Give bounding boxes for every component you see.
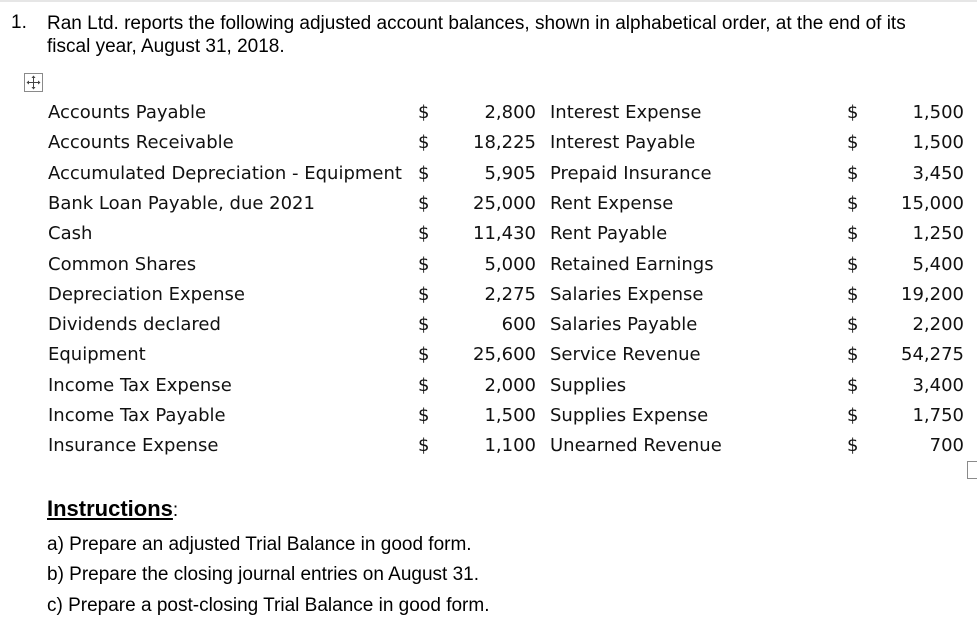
instructions-heading [47,496,178,522]
account-row [550,310,964,340]
account-amount: 5,905 [484,163,536,184]
account-name: Rent Expense [550,193,674,214]
account-amount: 18,225 [473,132,536,153]
account-amount: 3,400 [912,375,964,396]
account-amount: 1,250 [912,223,964,244]
account-row [550,189,964,219]
account-row [48,431,536,461]
question-number: 1. [11,12,27,33]
account-row [48,310,536,340]
move-icon [26,75,41,90]
account-name: Accounts Receivable [48,132,234,153]
instructions-title: Instructions [47,496,173,521]
account-amount: 2,800 [484,102,536,123]
account-name: Accounts Payable [48,102,207,123]
account-amount: 19,200 [901,284,964,305]
account-row [550,250,964,280]
account-amount: 25,000 [473,193,536,214]
account-row [48,128,536,158]
account-amount: 1,750 [912,405,964,426]
currency-symbol: $ [418,132,430,153]
account-name: Common Shares [48,254,197,275]
instruction-item-a: a) Prepare an adjusted Trial Balance in good form. [47,534,472,555]
account-name: Supplies Expense [550,405,709,426]
question-text: Ran Ltd. reports the following adjusted account balances, shown in alphabetical order, at the end of its fiscal year, August 31, 2018. [47,13,906,57]
account-name: Income Tax Payable [48,405,226,426]
account-row [48,280,536,310]
account-name: Income Tax Expense [48,375,232,396]
account-row [48,219,536,249]
account-name: Interest Payable [550,132,696,153]
currency-symbol: $ [418,163,430,184]
table-resize-handle[interactable] [967,461,977,479]
account-amount: 2,200 [912,314,964,335]
account-name: Unearned Revenue [550,435,722,456]
currency-symbol: $ [418,193,430,214]
account-row [550,401,964,431]
currency-symbol: $ [847,132,859,153]
account-amount: 1,500 [484,405,536,426]
account-amount: 3,450 [912,163,964,184]
account-amount: 5,000 [484,254,536,275]
account-amount: 1,100 [484,435,536,456]
account-name: Rent Payable [550,223,668,244]
currency-symbol: $ [847,314,859,335]
account-name: Service Revenue [550,344,701,365]
currency-symbol: $ [418,223,430,244]
currency-symbol: $ [418,435,430,456]
account-name: Depreciation Expense [48,284,245,305]
instruction-item-b: b) Prepare the closing journal entries on August 31. [47,564,479,585]
account-row [48,250,536,280]
currency-symbol: $ [847,435,859,456]
currency-symbol: $ [418,102,430,123]
account-row [48,401,536,431]
account-row [550,219,964,249]
currency-symbol: $ [847,344,859,365]
account-amount: 2,000 [484,375,536,396]
account-name: Retained Earnings [550,254,714,275]
account-row [48,159,536,189]
account-name: Equipment [48,344,146,365]
account-name: Salaries Payable [550,314,698,335]
account-row [550,340,964,370]
account-row [550,128,964,158]
account-row [550,280,964,310]
table-move-handle[interactable] [24,73,43,92]
currency-symbol: $ [847,254,859,275]
account-name: Salaries Expense [550,284,704,305]
account-name: Bank Loan Payable, due 2021 [48,193,315,214]
account-name: Supplies [550,375,627,396]
account-name: Cash [48,223,93,244]
account-row [550,159,964,189]
currency-symbol: $ [418,254,430,275]
account-row [48,98,536,128]
account-amount: 5,400 [912,254,964,275]
account-amount: 11,430 [473,223,536,244]
account-name: Dividends declared [48,314,221,335]
currency-symbol: $ [847,163,859,184]
top-border [0,0,977,2]
account-amount: 54,275 [901,344,964,365]
account-row [48,340,536,370]
account-row [48,189,536,219]
currency-symbol: $ [847,375,859,396]
account-name: Interest Expense [550,102,702,123]
account-name: Accumulated Depreciation - Equipment [48,163,402,184]
currency-symbol: $ [418,344,430,365]
account-amount: 600 [501,314,536,335]
account-name: Prepaid Insurance [550,163,712,184]
account-row [550,98,964,128]
currency-symbol: $ [418,314,430,335]
instruction-item-c: c) Prepare a post-closing Trial Balance in good form. [47,595,490,616]
account-name: Insurance Expense [48,435,219,456]
account-amount: 25,600 [473,344,536,365]
currency-symbol: $ [418,375,430,396]
currency-symbol: $ [847,193,859,214]
instructions-colon: : [172,500,179,521]
currency-symbol: $ [847,405,859,426]
currency-symbol: $ [847,102,859,123]
account-row [48,371,536,401]
account-amount: 1,500 [912,132,964,153]
account-amount: 700 [929,435,964,456]
currency-symbol: $ [847,223,859,244]
currency-symbol: $ [847,284,859,305]
account-amount: 2,275 [484,284,536,305]
account-row [550,371,964,401]
currency-symbol: $ [418,405,430,426]
account-row [550,431,964,461]
account-amount: 1,500 [912,102,964,123]
currency-symbol: $ [418,284,430,305]
account-amount: 15,000 [901,193,964,214]
